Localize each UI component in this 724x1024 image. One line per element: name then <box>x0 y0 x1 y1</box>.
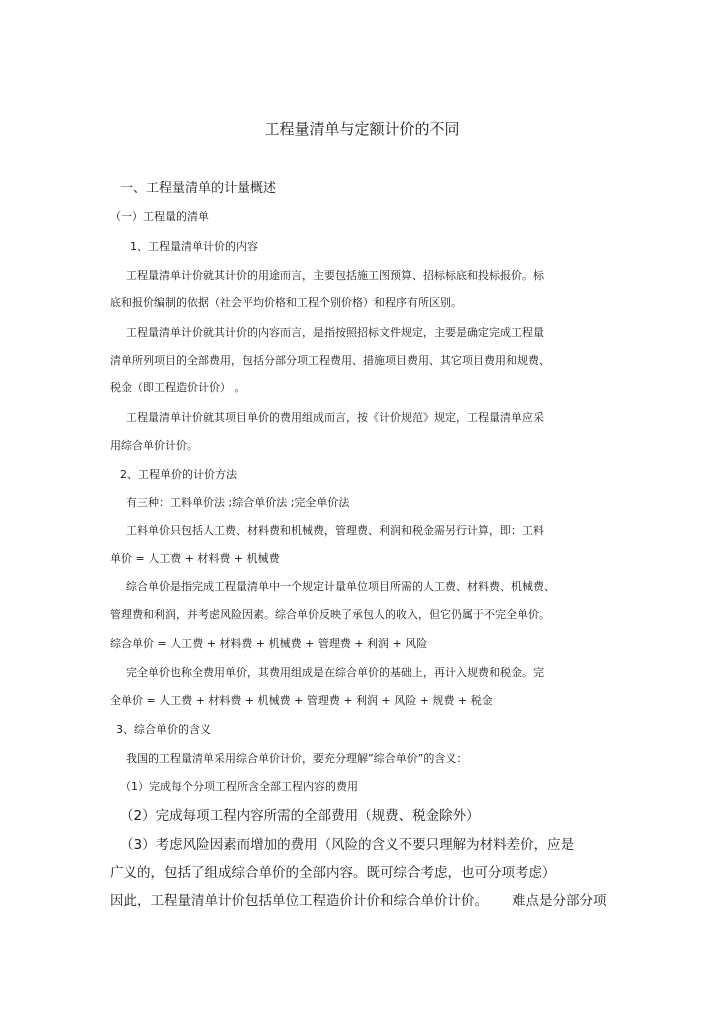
paragraph-line: 用综合单价计价。 <box>110 439 198 452</box>
paragraph-line: 完全单价也称全费用单价，其费用组成是在综合单价的基础上，再计入规费和税金。完 <box>126 666 544 679</box>
item-heading: 2、工程单价的计价方法 <box>120 468 237 481</box>
list-item: （2）完成每项工程内容所需的全部费用（规费、税金除外） <box>120 808 480 824</box>
paragraph-line: 我国的工程量清单采用综合单价计价，要充分理解”综合单价”的含义： <box>126 752 468 765</box>
subsection-heading: （一）工程量的清单 <box>110 210 209 223</box>
page-title: 工程量清单与定额计价的不同 <box>264 120 460 138</box>
formula-line: 全单价 = 人工费 + 材料费 + 机械费 + 管理费 + 利润 + 风险 + 规费 + 税金 <box>110 694 493 707</box>
paragraph-line: 工程量清单计价就其计价的用途而言，主要包括施工图预算、招标标底和投标报价。标 <box>126 269 544 282</box>
paragraph-line: 工程量清单计价就其项目单价的费用组成而言，按《计价规范》规定，工程量清单应采 <box>126 411 544 424</box>
item-heading: 3、综合单价的含义 <box>116 723 211 736</box>
paragraph-line: 工程量清单计价就其计价的内容而言，是指按照招标文件规定，主要是确定完成工程量 <box>126 326 544 339</box>
formula-line: 单价 = 人工费 + 材料费 + 机械费 <box>110 552 280 565</box>
paragraph-line: 底和报价编制的依据（社会平均价格和工程个别价格）和程序有所区别。 <box>110 296 462 309</box>
paragraph-line: 因此，工程量清单计价包括单位工程造价计价和综合单价计价。 <box>110 893 488 909</box>
list-item: （1）完成每个分项工程所含全部工程内容的费用 <box>120 780 358 793</box>
section-heading: 一、工程量清单的计量概述 <box>120 181 277 196</box>
paragraph-line: 管理费和利润，并考虑风险因素。综合单价反映了承包人的收入，但它仍属于不完全单价。 <box>110 608 550 621</box>
paragraph-line: 税金（即工程造价计价） 。 <box>110 381 246 394</box>
list-item: （3）考虑风险因素而增加的费用（风险的含义不要只理解为材料差价，应是 <box>120 837 575 853</box>
formula-line: 综合单价 = 人工费 + 材料费 + 机械费 + 管理费 + 利润 + 风险 <box>110 637 428 650</box>
paragraph-line: 清单所列项目的全部费用，包括分部分项工程费用、措施项目费用、其它项目费用和规费、 <box>110 354 550 367</box>
paragraph-line: 工料单价只包括人工费、材料费和机械费，管理费、利润和税金需另行计算，即：工料 <box>126 524 544 537</box>
paragraph-line-tail: 难点是分部分项 <box>512 893 607 909</box>
list-item-continuation: 广义的，包括了组成综合单价的全部内容。既可综合考虑，也可分项考虑） <box>110 865 556 881</box>
paragraph-line: 有三种：工料单价法 ;综合单价法 ;完全单价法 <box>126 496 350 509</box>
paragraph-line: 综合单价是指完成工程量清单中一个规定计量单位项目所需的人工费、材料费、机械费、 <box>126 580 555 593</box>
item-heading: 1、工程量清单计价的内容 <box>130 240 258 253</box>
